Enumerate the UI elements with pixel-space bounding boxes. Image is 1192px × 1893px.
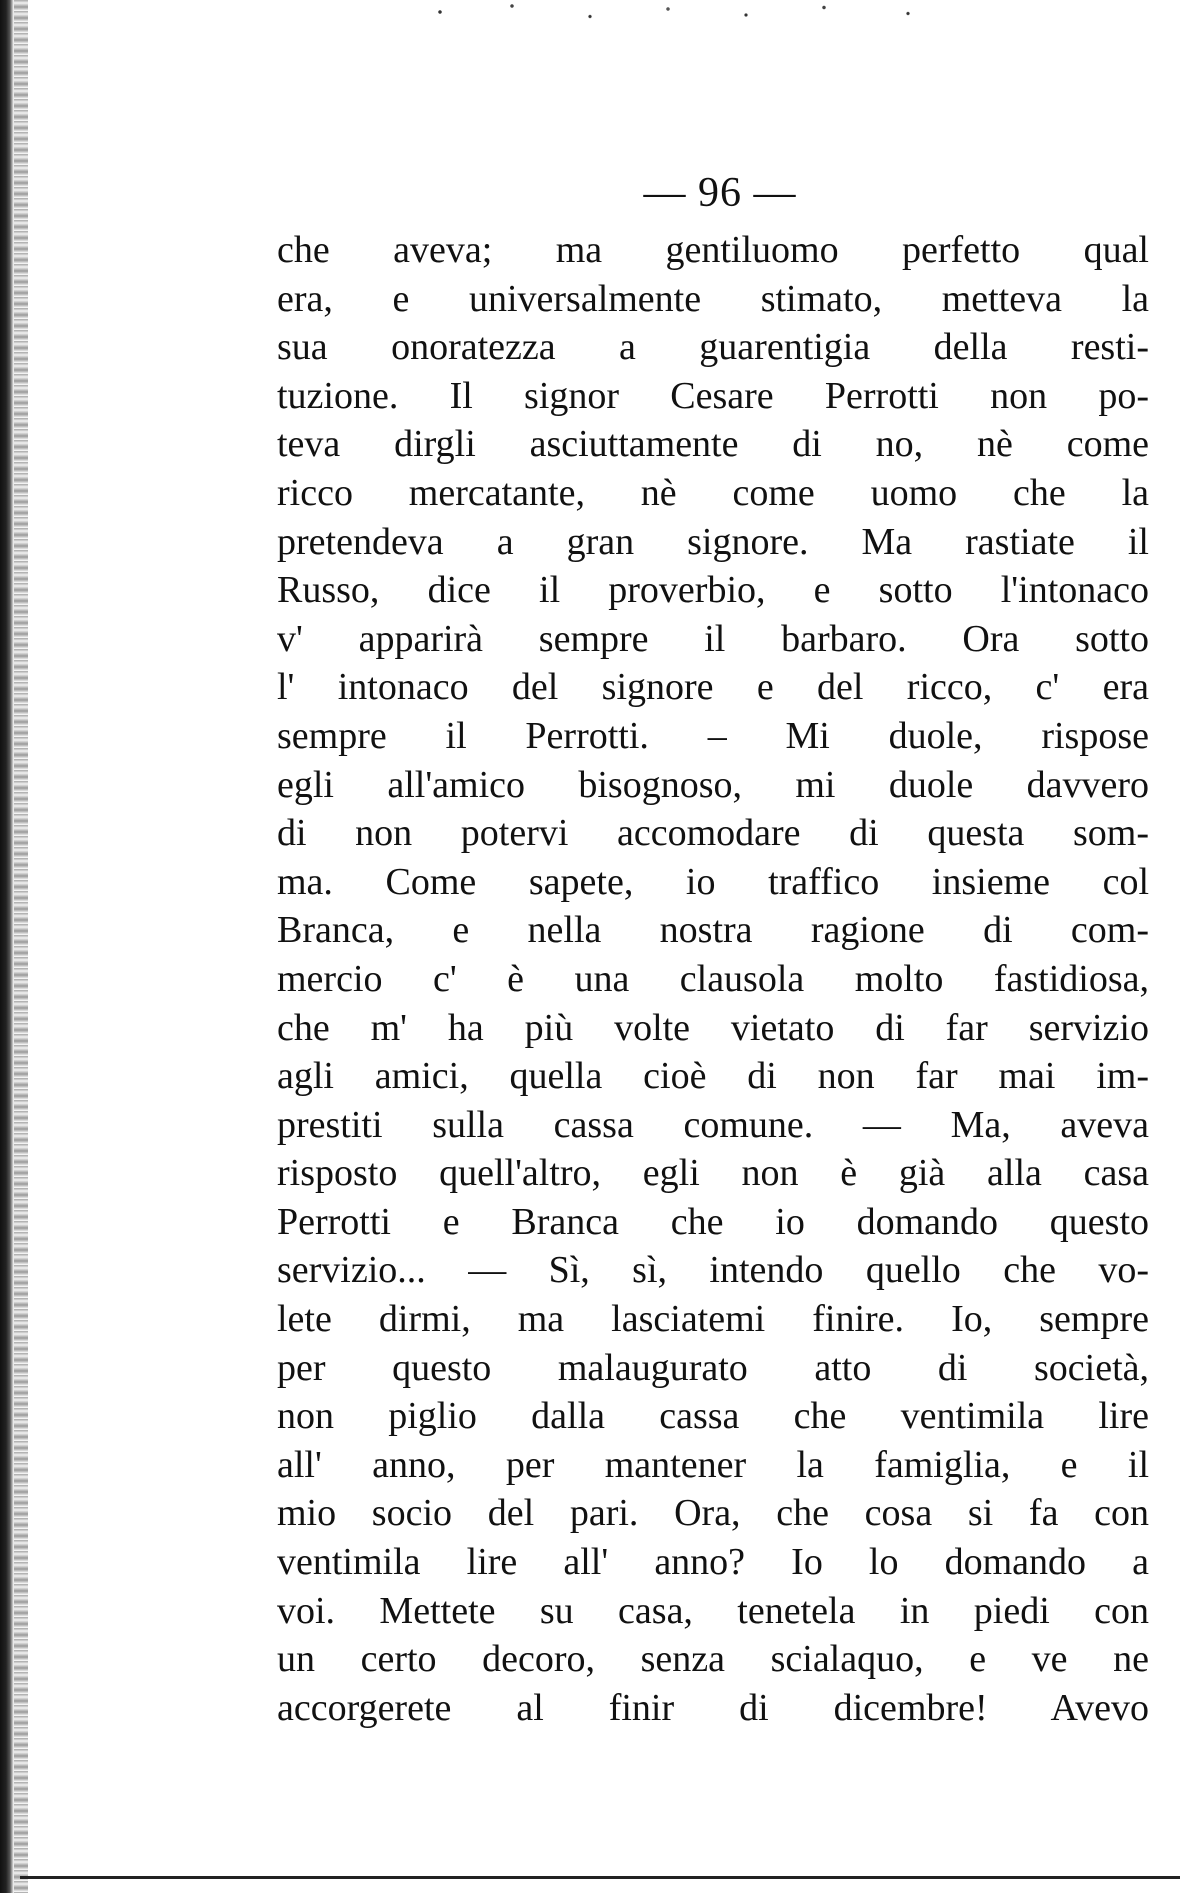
text-line: era, e universalmente stimato, metteva la — [277, 277, 1149, 320]
text-line: un certo decoro, senza scialaquo, e ve ne — [277, 1638, 1149, 1681]
text-line: Russo, dice il proverbio, e sotto l'intonaco — [277, 569, 1149, 612]
text-line: prestiti sulla cassa comune. — Ma, aveva — [277, 1103, 1149, 1146]
text-line: Perrotti e Branca che io domando questo — [277, 1200, 1149, 1243]
text-line: agli amici, quella cioè di non far mai im- — [277, 1055, 1149, 1098]
text-line: pretendeva a gran signore. Ma rastiate il — [277, 520, 1149, 563]
text-line: ricco mercatante, nè come uomo che la — [277, 471, 1149, 514]
text-line: sua onoratezza a guarentigia della resti- — [277, 326, 1149, 369]
text-line: v' apparirà sempre il barbaro. Ora sotto — [277, 617, 1149, 660]
page-bottom-edge — [20, 1876, 1180, 1879]
binding-edge — [0, 0, 14, 1893]
text-line: l' intonaco del signore e del ricco, c' era — [277, 666, 1149, 709]
text-line: che m' ha più volte vietato di far servizio — [277, 1006, 1149, 1049]
text-line: egli all'amico bisognoso, mi duole davvero — [277, 763, 1149, 806]
text-line: sempre il Perrotti. – Mi duole, rispose — [277, 714, 1149, 757]
text-line: servizio... — Sì, sì, intendo quello che vo- — [277, 1249, 1149, 1292]
print-specks — [380, 0, 980, 30]
page-number: — 96 — — [643, 170, 797, 216]
text-line: voi. Mettete su casa, tenetela in piedi con — [277, 1589, 1149, 1632]
text-line: che aveva; ma gentiluomo perfetto qual — [277, 229, 1149, 271]
text-line: per questo malaugurato atto di società, — [277, 1346, 1149, 1389]
text-line: all' anno, per mantener la famiglia, e il — [277, 1443, 1149, 1486]
text-line: mercio c' è una clausola molto fastidiosa, — [277, 957, 1149, 1000]
text-line: tuzione. Il signor Cesare Perrotti non po- — [277, 374, 1149, 417]
text-line: teva dirgli asciuttamente di no, nè come — [277, 423, 1149, 466]
text-line: ventimila lire all' anno? Io lo domando a — [277, 1541, 1149, 1584]
text-line: mio socio del pari. Ora, che cosa si fa con — [277, 1492, 1149, 1535]
body-text — [277, 226, 1149, 1732]
text-line: lete dirmi, ma lasciatemi finire. Io, sempre — [277, 1298, 1149, 1341]
text-line: non piglio dalla cassa che ventimila lire — [277, 1395, 1149, 1438]
text-line: di non potervi accomodare di questa som- — [277, 812, 1149, 855]
text-line: risposto quell'altro, egli non è già alla casa — [277, 1152, 1149, 1195]
text-line: ma. Come sapete, io traffico insieme col — [277, 860, 1149, 903]
text-line: Branca, e nella nostra ragione di com- — [277, 909, 1149, 952]
text-line: accorgerete al finir di dicembre! Avevo — [277, 1686, 1149, 1729]
binding-shadow — [14, 0, 28, 1893]
